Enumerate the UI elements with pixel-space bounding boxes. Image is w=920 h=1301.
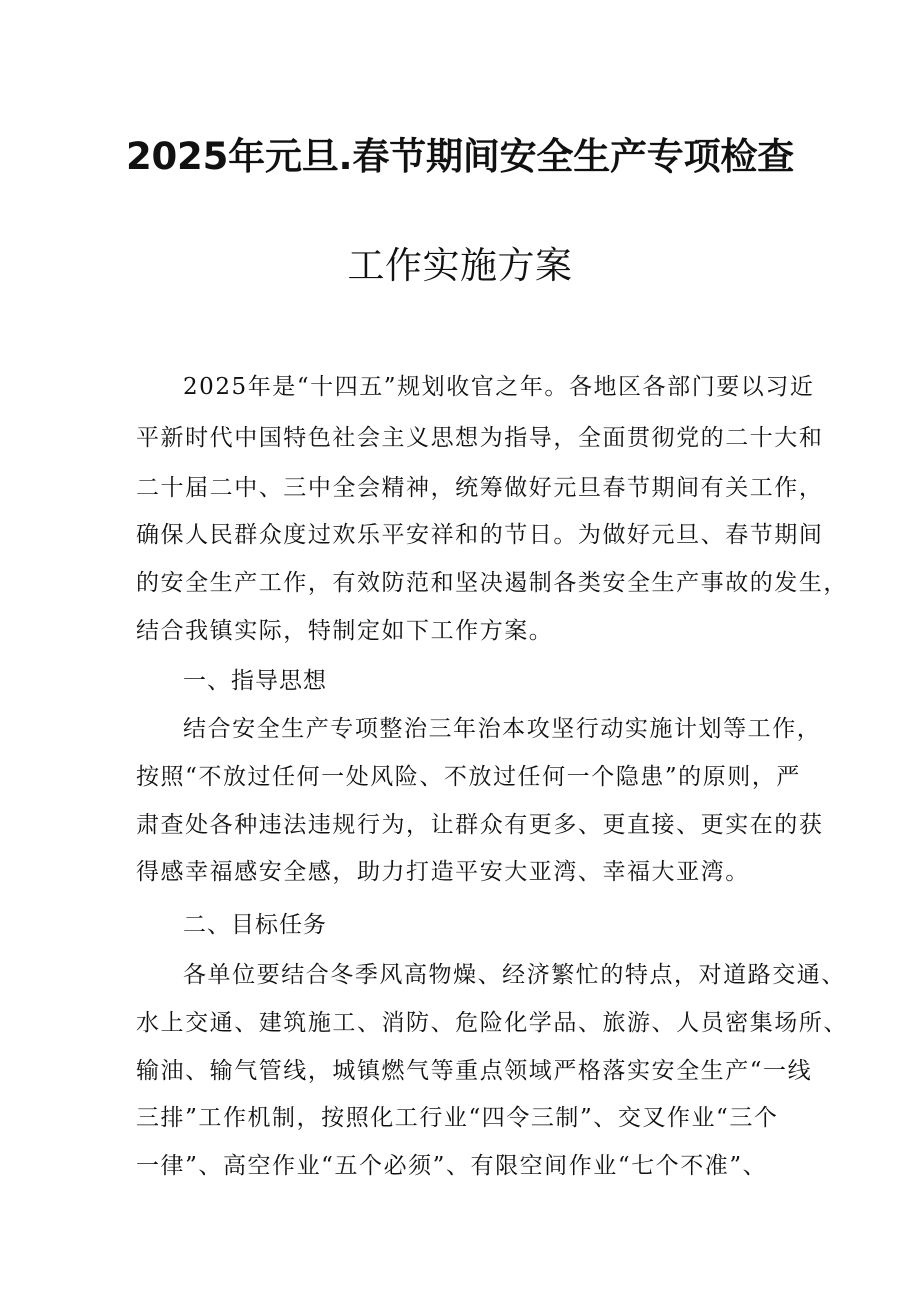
section2-paragraph-line: 水上交通、建筑施工、消防、危险化学品、旅游、人员密集场所、 bbox=[136, 1010, 848, 1036]
document-title-line-1: 2025年元旦.春节期间安全生产专项检查 bbox=[125, 135, 795, 178]
document-title-line-2: 工作实施方案 bbox=[347, 244, 573, 287]
section1-paragraph-line: 肃查处各种违法违规行为，让群众有更多、更直接、更实在的获 bbox=[136, 812, 824, 838]
intro-paragraph-line: 2025年是“十四五”规划收官之年。各地区各部门要以习近 bbox=[183, 374, 815, 400]
section1-paragraph-line: 得感幸福感安全感，助力打造平安大亚湾、幸福大亚湾。 bbox=[136, 859, 750, 885]
section2-paragraph-line: 输油、输气管线，城镇燃气等重点领域严格落实安全生产“一线 bbox=[136, 1058, 813, 1084]
section-heading-goals-tasks: 二、目标任务 bbox=[183, 912, 327, 938]
intro-paragraph-line: 二十届二中、三中全会精神，统筹做好元旦春节期间有关工作， bbox=[136, 475, 824, 501]
section-heading-guiding-ideology: 一、指导思想 bbox=[183, 668, 327, 694]
section2-paragraph-line: 一律”、高空作业“五个必须”、有限空间作业“七个不准”、 bbox=[136, 1153, 768, 1179]
intro-paragraph-line: 结合我镇实际，特制定如下工作方案。 bbox=[136, 618, 554, 644]
section2-paragraph-line: 各单位要结合冬季风高物燥、经济繁忙的特点，对道路交通、 bbox=[183, 962, 846, 988]
intro-paragraph-line: 确保人民群众度过欢乐平安祥和的节日。为做好元旦、春节期间 bbox=[136, 522, 824, 548]
intro-paragraph-line: 平新时代中国特色社会主义思想为指导，全面贯彻党的二十大和 bbox=[136, 425, 824, 451]
section1-paragraph-line: 按照“不放过任何一处风险、不放过任何一个隐患”的原则，严 bbox=[136, 764, 801, 790]
intro-paragraph-line: 的安全生产工作，有效防范和坚决遏制各类安全生产事故的发生， bbox=[136, 570, 848, 596]
section1-paragraph-line: 结合安全生产专项整治三年治本攻坚行动实施计划等工作， bbox=[183, 716, 822, 742]
section2-paragraph-line: 三排”工作机制，按照化工行业“四令三制”、交叉作业“三个 bbox=[136, 1105, 779, 1131]
